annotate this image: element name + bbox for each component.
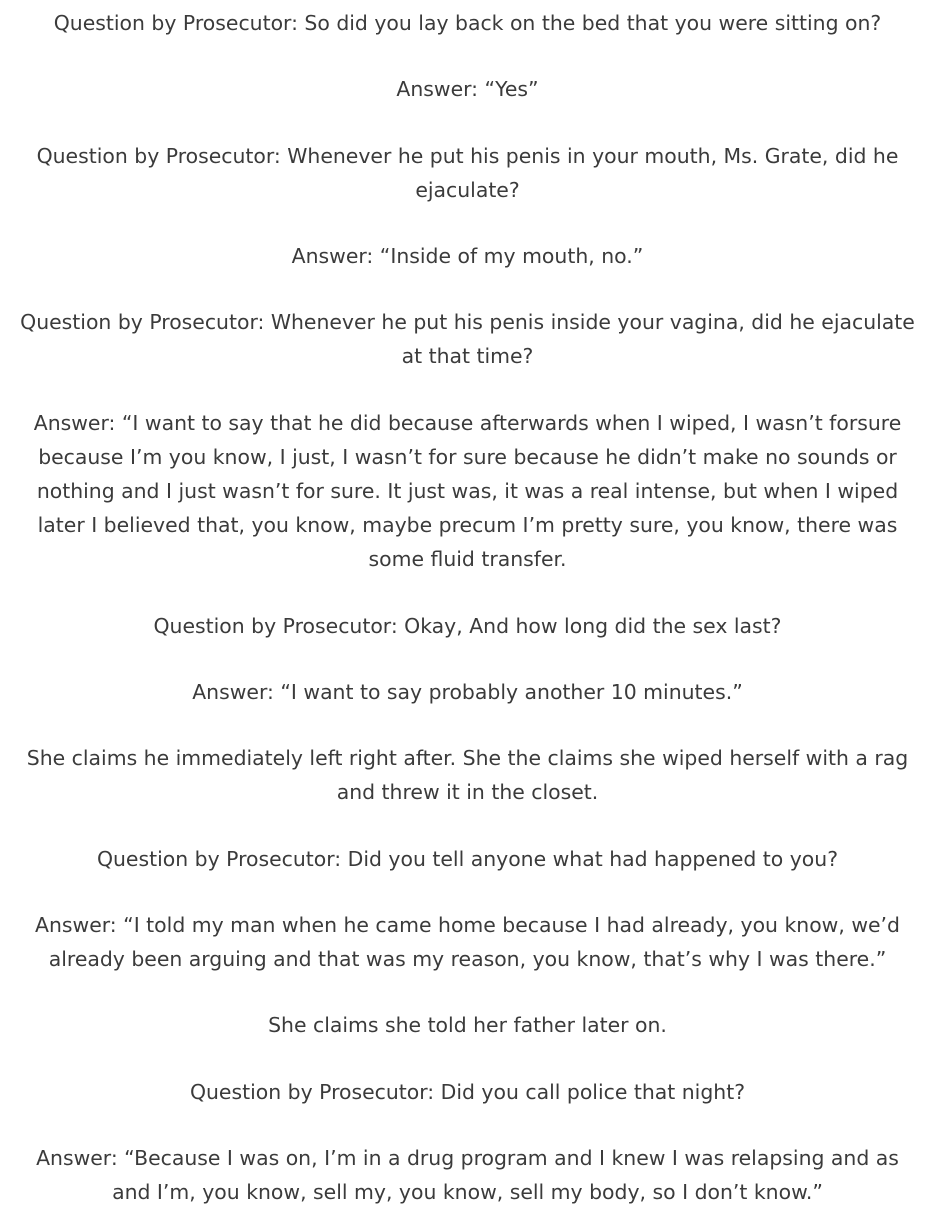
witness-answer: Answer: “Yes” <box>396 77 539 101</box>
prosecutor-question: Question by Prosecutor: Did you tell anyone what had happened to you? <box>96 847 839 871</box>
witness-answer: Answer: “Inside of my mouth, no.” <box>291 244 644 268</box>
witness-answer: Answer: “I want to say probably another 10 minutes.” <box>192 680 743 704</box>
prosecutor-question: Question by Prosecutor: So did you lay back on the bed that you were sitting on? <box>53 11 882 35</box>
prosecutor-question: Question by Prosecutor: Whenever he put his penis in your mouth, Ms. Grate, did he ejaculate? <box>36 144 899 202</box>
prosecutor-question: Question by Prosecutor: Okay, And how long did the sex last? <box>153 614 782 638</box>
narrative-note: She claims she told her father later on. <box>268 1013 667 1037</box>
witness-answer: Answer: “I told my man when he came home because I had already, you know, we’d already been arguing and that was my reason, you know, that’s why I was there.” <box>35 913 900 971</box>
witness-answer: Answer: “Because I was on, I’m in a drug program and I knew I was relapsing and as and I’m, you know, sell my, you know, sell my body, so I don’t know.” <box>36 1146 899 1204</box>
prosecutor-question: Question by Prosecutor: Whenever he put his penis inside your vagina, did he ejaculate at that time? <box>20 310 915 368</box>
witness-answer: Answer: “I want to say that he did because afterwards when I wiped, I wasn’t forsure because I’m you know, I just, I wasn’t for sure because he didn’t make no sounds or nothing and I just wasn’t for sure. It just was, it was a real intense, but when I wiped later I believed that, you know, maybe precum I’m pretty sure, you know, there was some fluid transfer. <box>33 411 902 571</box>
narrative-note: She claims he immediately left right after. She the claims she wiped herself with a rag and threw it in the closet. <box>26 746 909 804</box>
prosecutor-question: Question by Prosecutor: Did you call police that night? <box>189 1080 746 1104</box>
